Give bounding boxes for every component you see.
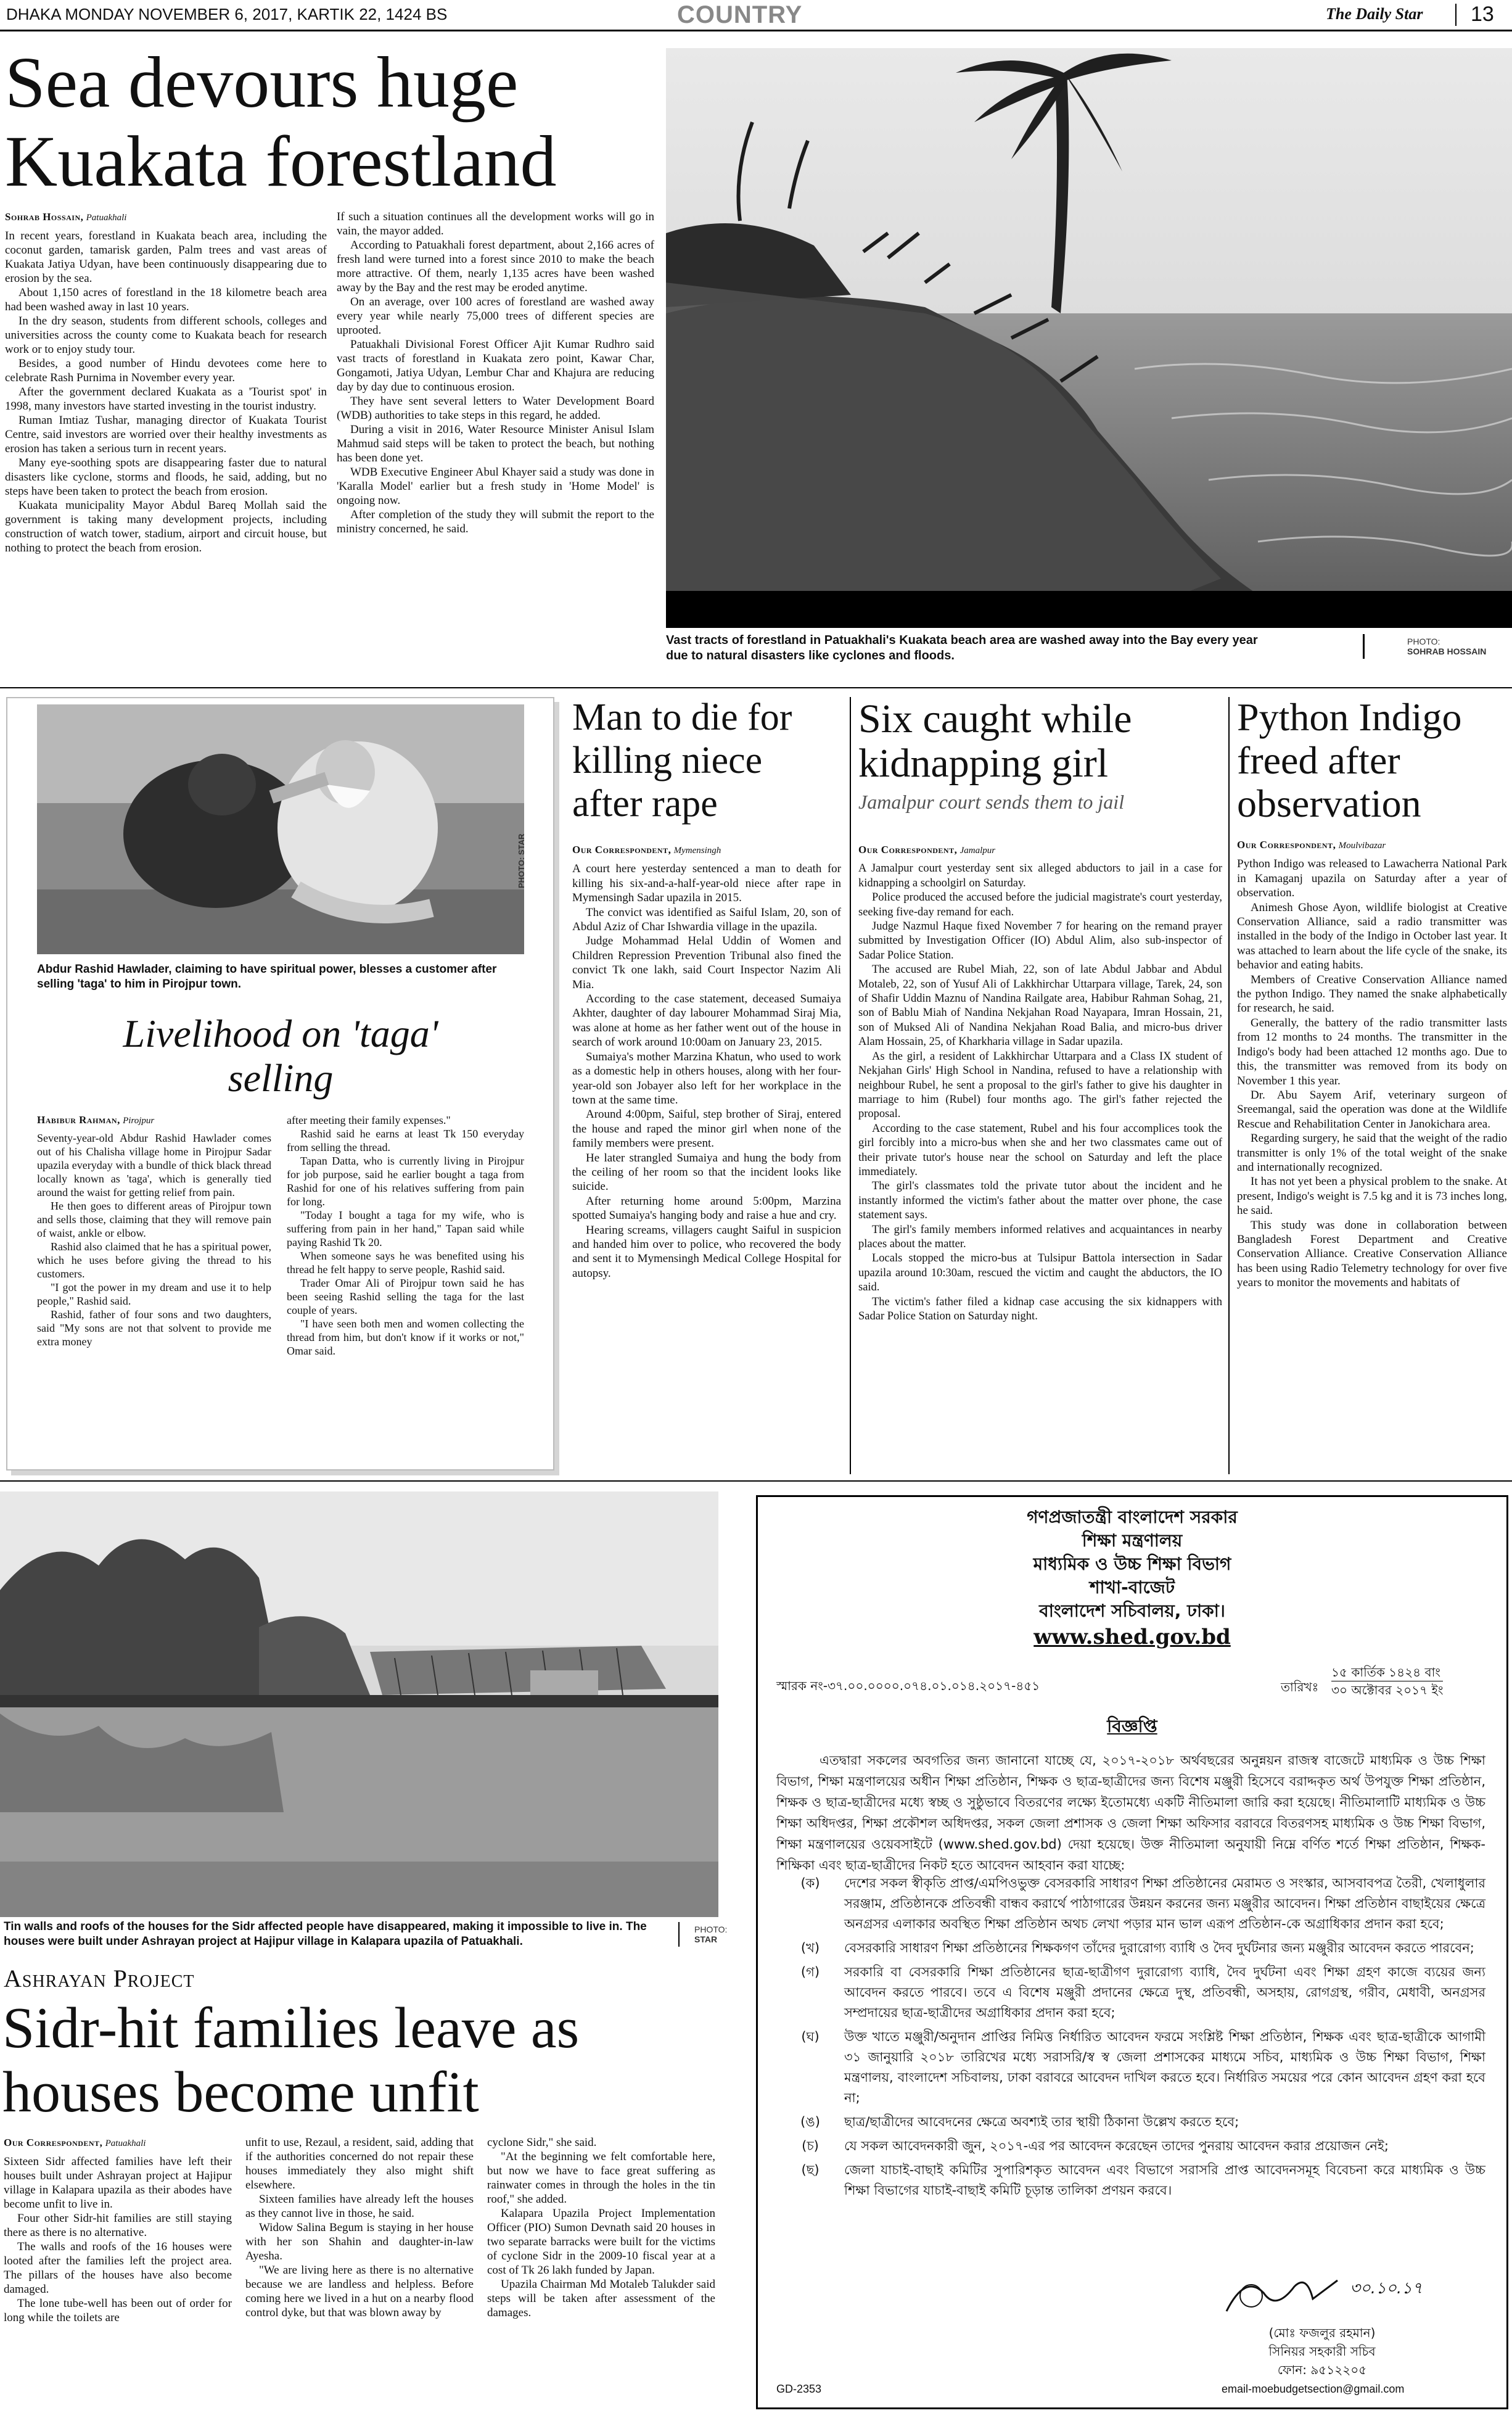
date-bangla: ১৫ কার্তিক ১৪২৪ বাং <box>1331 1664 1443 1681</box>
notice-item <box>776 1962 1485 2023</box>
paragraph: The convict was identified as Saiful Islam, 20, son of Abdul Aziz of Char Ishwardia village in the upazila. <box>572 905 841 934</box>
paragraph: Sumaiya's mother Marzina Khatun, who used to work as a domestic help in others houses, along with her four-year-old son Jobayer also left for her workplace in the town at the same time. <box>572 1050 841 1107</box>
notice-gd-code: GD-2353 <box>776 2383 822 2395</box>
story6-body <box>487 2135 715 2320</box>
credit-label: PHOTO: <box>694 1924 728 1934</box>
notice-sign-date: ৩০.১০.১৭ <box>1350 2279 1423 2298</box>
notice-item-key: (ক) <box>800 1876 820 1891</box>
paragraph: A Jamalpur court yesterday sent six alleged abductors to jail in a case for kidnapping a schoolgirl on Saturday. <box>858 862 1222 889</box>
paragraph: It has not yet been a physical problem to the snake. At present, Indigo's weight is 7.5 kg and it is 73 inches long, he said. <box>1237 1175 1507 1218</box>
paragraph: "Today I bought a taga for my wife, who is suffering from pain in her hand," Tapan said while paying Rashid Tk 20. <box>287 1209 524 1248</box>
notice-item-text: দেশের সকল স্বীকৃতি প্রাপ্ত/এমপিওভুক্ত বেসরকারি সাধারণ শিক্ষা প্রতিষ্ঠানের মেরামত ও সংস্কার, আসবাবপত্র তৈরী, খেলাধুলার সরঞ্জাম, প্রতিষ্ঠানকে প্রতিবন্ধী বান্ধব করার্থে পাঠাগারের উন্নয়ন করনের জন্য মঞ্জুরীর আবেদন। শিক্ষা প্রতিষ্ঠান বাছাইয়ের ক্ষেত্রে অনগ্রসর এলাকার অবস্থিত শিক্ষা প্রতিষ্ঠান অথচ লেখা পড়ার মান ভাল এরূপ প্রতিষ্ঠান-কে অগ্রাধিকার প্রদান করা হবে; <box>844 1876 1485 1931</box>
paragraph: As the girl, a resident of Lakkhirchar Uttarpara and a Class IX student of Nekjahan Girls' High School in Nandina, refused to have a relationship with neighbour Rubel, he sent a proposal to the girl's father to give his daughter in marriage to him (Rubel) four months ago. The girl's father rejected the proposal. <box>858 1050 1222 1121</box>
signatory-name: (মোঃ ফজলুর রহমান) <box>1268 2325 1376 2340</box>
story1-headline <box>5 43 659 201</box>
notice-item-key: (খ) <box>800 1941 820 1955</box>
paragraph: Ruman Imtiaz Tushar, managing director of Kuakata Tourist Centre, said investors are worried over their healthy investments as erosion has taken a serious turn in recent years. <box>5 414 327 455</box>
headline-line: Man to die for <box>572 696 792 738</box>
paragraph: On an average, over 100 acres of forestland are washed away every year while nearly 75,000 trees of different species are uprooted. <box>337 295 654 337</box>
paragraph: About 1,150 acres of forestland in the 18 kilometre beach area had been washed away in last 10 years. <box>5 286 327 313</box>
paragraph: This study was done in collaboration between Bangladesh Forest Department and Creative Conservation Alliance. Creative Conservation Alliance has been using Radio Telemetry technology for over five years to monitor the movements and habitats of <box>1237 1218 1507 1290</box>
story6-col2 <box>245 2135 474 2320</box>
story5-headline <box>1237 696 1508 825</box>
paragraph: In recent years, forestland in Kuakata beach area, including the coconut garden, tamarisk garden, Palm trees and vast areas of Kuakata Jatiya Udyan, have been continuously disappearing due to erosion by the sea. <box>5 229 327 285</box>
credit-divider <box>678 1922 680 1947</box>
headline-line: Sea devours huge <box>5 42 519 123</box>
notice-intro: এতদ্বারা সকলের অবগতির জন্য জানানো যাচ্ছে যে, ২০১৭-২০১৮ অর্থবছরের অনুন্নয়ন রাজস্ব বাজেটে মাধ্যমিক ও উচ্চ শিক্ষা বিভাগ, শিক্ষা মন্ত্রণালয়ের অধীন শিক্ষা প্রতিষ্ঠান, শিক্ষক ও ছাত্র-ছাত্রীদের জন্য বিশেষ মঞ্জুরী হিসেবে বরাদ্দকৃত অর্থ উপযুক্ত শিক্ষা প্রতিষ্ঠান, শিক্ষক ও ছাত্র-ছাত্রীদের মধ্যে স্বচ্ছ ও সুষ্ঠুভাবে বিতরণের লক্ষ্যে ইতোমধ্যে একটি নীতিমালা জারি করা হয়েছে। নীতিমালাটি মাধ্যমিক ও উচ্চ শিক্ষা অধিদপ্তর, শিক্ষা প্রকৌশল অধিদপ্তর, সকল জেলা প্রশাসক ও জেলা শিক্ষা অফিসার বরাবরে বিতরণসহ মাধ্যমিক ও উচ্চ শিক্ষা বিভাগ, শিক্ষা মন্ত্রণালয়ের ওয়েবসাইটে (www.shed.gov.bd) দেয়া হয়েছে। উক্ত নীতিমালা অনুযায়ী নিম্নে বর্ণিত শর্তে শিক্ষা প্রতিষ্ঠান, শিক্ষক-শিক্ষিকা এবং ছাত্র-ছাত্রীদের নিকট হতে আবেদন আহবান করা যাচ্ছে: <box>776 1753 1485 1873</box>
story6-body <box>4 2155 232 2325</box>
paragraph: The lone tube-well has been out of order for long while the toilets are <box>4 2297 232 2324</box>
story3-headline <box>572 696 850 825</box>
paragraph: "We are living here as there is no alternative because we are landless and helpless. Before coming here we lived in a hut on a nearby flood control dyke, but that was blown away by <box>245 2264 474 2319</box>
notice-item <box>776 1938 1485 1958</box>
notice-item-text: যে সকল আবেদনকারী জুন, ২০১৭-এর পর আবেদন করেছেন তাদের পুনরায় আবেদন করার প্রয়োজন নেই; <box>844 2139 1389 2153</box>
byline: Sohrab Hossain, Patuakhali <box>5 211 127 223</box>
headline-line: Kuakata forestland <box>5 121 557 202</box>
story6-col3 <box>487 2135 715 2320</box>
paragraph: Regarding surgery, he said that the weight of the radio transmitter is only 1% of the total weight of the snake and internationally recognized. <box>1237 1132 1507 1174</box>
paragraph: According to the case statement, deceased Sumaiya Akhter, daughter of day labourer Mohammad Siraj Mia, was alone at home as her father went out of the house in search of work around 10:00am on January 23, 2015. <box>572 992 841 1049</box>
headline-line: freed after <box>1237 738 1400 782</box>
headline-line: houses become unfit <box>2 2060 479 2124</box>
paragraph: WDB Executive Engineer Abul Khayer said a study was done in 'Karalla Model' earlier but a fresh study in 'Home Model' is ongoing now. <box>337 466 654 507</box>
notice-item-key: (গ) <box>800 1965 820 1979</box>
paragraph: Dr. Abu Sayem Arif, veterinary surgeon of Sreemangal, said the operation was done at the Wildlife Rescue and Rehabilitation Center in Janokichara area. <box>1237 1088 1507 1131</box>
column-divider <box>1228 697 1230 1474</box>
story2-col1 <box>37 1113 271 1348</box>
paragraph: Trader Omar Ali of Pirojpur town said he has been seeing Rashid selling the taga for the last couple of years. <box>287 1277 524 1316</box>
paragraph: Members of Creative Conservation Alliance named the python Indigo. They named the snake alphabetically for research, he said. <box>1237 973 1507 1015</box>
section-rule <box>0 1480 1512 1482</box>
byline: Our Correspondent, Jamalpur <box>858 844 996 856</box>
paragraph: Sixteen Sidr affected families have left their houses built under Ashrayan project at Hajipur village in Kalapara upazila as their abodes have become unfit to live in. <box>4 2155 232 2211</box>
story5-body-col <box>1237 838 1507 1290</box>
kuakata-beach-photo <box>666 48 1512 628</box>
story1-col1 <box>5 210 327 555</box>
notice-item <box>776 2136 1485 2156</box>
paragraph: "At the beginning we felt comfortable here, but now we have to face great suffering as rainwater comes in through the holes in the tin roof," she added. <box>487 2150 715 2206</box>
notice-item-text: জেলা যাচাই-বাছাই কমিটির সুপারিশকৃত আবেদন এবং বিভাগে সরাসরি প্রাপ্ত আবেদনসমূহ বিবেচনা করে মাধ্যমিক ও উচ্চ শিক্ষা বিভাগের যাচাই-বাছাই কমিটি চূড়ান্ত তালিকা প্রণয়ন করবে। <box>844 2163 1485 2198</box>
story1-col2 <box>337 210 654 536</box>
paragraph: Locals stopped the micro-bus at Tulsipur Battola intersection in Sadar upazila around 10:30am, rescued the victim and caught the abductors, the IO said. <box>858 1252 1222 1294</box>
paragraph: Rashid said he earns at least Tk 150 everyday from selling the thread. <box>287 1128 524 1153</box>
byline: Our Correspondent, Moulvibazar <box>1237 839 1386 851</box>
story2-headline <box>37 1012 524 1100</box>
paragraph: When someone says he was benefited using his thread he felt happy to serve people, Rashid said. <box>287 1250 524 1276</box>
story2-caption: Abdur Rashid Hawlader, claiming to have spiritual power, blesses a customer after selling 'taga' to him in Pirojpur town. <box>37 963 497 991</box>
paragraph: Besides, a good number of Hindu devotees come here to celebrate Rash Purnima in November every year. <box>5 357 327 384</box>
paper-name: The Daily Star <box>1326 5 1423 23</box>
paragraph: A court here yesterday sentenced a man to death for killing his six-and-a-half-year-old niece after rape in Mymensingh Sadar upazila in 2015. <box>572 862 841 905</box>
paragraph: Generally, the battery of the radio transmitter lasts from 12 months to 24 months. The transmitter in the Indigo's body had been attached 12 months ago. Due to this, the transmitter was removed from its body on November 1 this year. <box>1237 1016 1507 1087</box>
signatory-title: সিনিয়র সহকারী সচিব <box>1268 2344 1376 2359</box>
notice-item <box>776 1873 1485 1934</box>
government-notice <box>756 1495 1508 2409</box>
paragraph: During a visit in 2016, Water Resource Minister Anisul Islam Mahmud said steps will be taken to protect the beach, but nothing has been done yet. <box>337 423 654 464</box>
notice-item-text: বেসরকারি সাধারণ শিক্ষা প্রতিষ্ঠানের শিক্ষকগণ তাঁদের দুরারোগ্য ব্যাধি ও দৈব দুর্ঘটনার জন্য মঞ্জুরীর আবেদন করতে পারবেন; <box>844 1941 1474 1955</box>
dateline: DHAKA MONDAY NOVEMBER 6, 2017, KARTIK 22, 1424 BS <box>6 5 448 23</box>
notice-item-key: (ঙ) <box>800 2114 820 2129</box>
notice-date-label: তারিখঃ <box>1281 1680 1319 1694</box>
paragraph: after meeting their family expenses." <box>287 1114 451 1126</box>
story6-body <box>245 2135 474 2320</box>
notice-item-key: (চ) <box>802 2139 819 2153</box>
story1-photo-credit <box>1407 637 1486 656</box>
notice-website-link[interactable]: www.shed.gov.bd <box>1033 1625 1231 1649</box>
paragraph: He later strangled Sumaiya and hung the body from the ceiling of her room so that the incident looks like suicide. <box>572 1151 841 1194</box>
story6-caption: Tin walls and roofs of the houses for the Sidr affected people have disappeared, making it impossible to live in. The houses were built under Ashrayan project at Hajipur village in Kalapara upazila of Patuakhali. <box>4 1920 647 1948</box>
story4-body-col <box>858 843 1222 1324</box>
paragraph: Tapan Datta, who is currently living in Pirojpur for job purpose, said he earlier bought a taga from Rashid for one of his relatives suffering from pain for long. <box>287 1155 524 1208</box>
notice-item-text: সরকারি বা বেসরকারি শিক্ষা প্রতিষ্ঠানের ছাত্র-ছাত্রীগণ দুরারোগ্য ব্যাধি, দৈব দুর্ঘটনা এবং শিক্ষা গ্রহণ কাজে ব্যয়ের জন্য আবেদন করতে পারবে। তবে এ বিশেষ মঞ্জুরী প্রদানের ক্ষেত্রে দুস্থ, প্রতিবন্ধী, অসহায়, রোগগ্রস্থ, গরীব, মেধাবী, অনগ্রসর সম্প্রদায়ের ছাত্র-ছাত্রীদের অগ্রাধিকার প্রদান করা হবে; <box>844 1965 1485 2020</box>
paragraph: If such a situation continues all the development works will go in vain, the mayor added. <box>337 210 654 237</box>
story1-caption: Vast tracts of forestland in Patuakhali's Kuakata beach area are washed away into the Bay every year due to natural disasters like cyclones and floods. <box>666 633 1258 662</box>
story4-body <box>858 862 1222 1324</box>
paragraph: After the government declared Kuakata as a 'Tourist spot' in 1998, many investors have started investing in the tourist industry. <box>5 386 327 413</box>
notice-line: শাখা-বাজেট <box>1089 1577 1175 1598</box>
page-number: 13 <box>1471 2 1494 26</box>
paragraph: The girl's classmates told the private tutor about the incident and he instantly informed the victim's father about the matter over phone, the case statement says. <box>858 1180 1222 1222</box>
paragraph: Sixteen families have already left the houses as they cannot live in those, he said. <box>245 2193 474 2220</box>
paragraph: Rashid also claimed that he has a spiritual power, which he uses before giving the thread to his customers. <box>37 1240 271 1280</box>
story2-col2 <box>287 1113 524 1358</box>
notice-line: শিক্ষা মন্ত্রণালয় <box>1082 1530 1183 1551</box>
paragraph: Upazila Chairman Md Motaleb Talukder said steps will be taken after assessment of the damages. <box>487 2278 715 2319</box>
section-rule <box>0 687 1512 688</box>
paragraph: Python Indigo was released to Lawacherra National Park in Kamaganj upazila on Saturday after a year of observation. <box>1237 857 1507 900</box>
paragraph: Hearing screams, villagers caught Saiful in suspicion and handed him over to police, who recovered the body and sent it to Mymensingh Medical College Hospital for autopsy. <box>572 1223 841 1280</box>
section-label: COUNTRY <box>677 1 803 28</box>
story1-body <box>337 210 654 536</box>
notice-title: বিজ্ঞপ্তি <box>1107 1716 1157 1736</box>
paragraph: Police produced the accused before the judicial magistrate's court yesterday, seeking five-day remand for each. <box>858 891 1222 918</box>
spiritual-healer-image <box>37 704 524 954</box>
paragraph: The accused are Rubel Miah, 22, son of late Abdul Jabbar and Abdul Motaleb, 22, son of Yusuf Ali of Lakkhirchar Uttarpara village, Tarek, 24, son of Shafir Uddin Maznu of Nandina Railgate area, Habibur Rahman Sohag, 21, son of Bablu Miah of Nandina Nekjahan Road Nayapara, Imran Hossain, 21, son of Muksed Ali of Nandina Nekjahan Road Balia, and micro-bus driver Alam Hossain, 25, of Kharkharia village in Sadar upazila. <box>858 963 1222 1049</box>
notice-date <box>1331 1664 1443 1699</box>
story2-photo-credit: PHOTO: STAR <box>517 833 526 888</box>
headline-line: Python Indigo <box>1237 695 1462 739</box>
byline: Our Correspondent, Mymensingh <box>572 844 721 856</box>
credit-divider <box>1363 634 1365 659</box>
column-divider <box>850 697 851 1474</box>
notice-line: গণপ্রজাতন্ত্রী বাংলাদেশ সরকার <box>1027 1507 1238 1527</box>
paragraph: cyclone Sidr," she said. <box>487 2136 597 2149</box>
notice-line: বাংলাদেশ সচিবালয়, ঢাকা। <box>1039 1601 1225 1621</box>
paragraph: Patuakhali Divisional Forest Officer Ajit Kumar Rudhro said vast tracts of forestland in Kuakata zero point, Kawar Char, Gongamoti, Jatiya Udyan, Lembur Char and Khajura are reducing day by day due to continuous erosion. <box>337 338 654 394</box>
date-english: ৩০ অক্টোবর ২০১৭ ইং <box>1331 1683 1444 1697</box>
headline-line: after rape <box>572 783 718 825</box>
paragraph: Four other Sidr-hit families are still staying there as there is no alternative. <box>4 2212 232 2239</box>
story1-body <box>5 229 327 555</box>
paragraph: "I got the power in my dream and use it to help people," Rashid said. <box>37 1281 271 1307</box>
paragraph: They have sent several letters to Water Development Board (WDB) authorities to take steps in this regard, he added. <box>337 395 654 422</box>
taga-photo <box>37 704 524 954</box>
headline-line: kidnapping girl <box>858 741 1109 786</box>
paragraph: Judge Mohammad Helal Uddin of Women and Children Repression Prevention Tribunal also fined the convict Tk one lakh, said Court Inspector Nazim Ali Mia. <box>572 934 841 991</box>
abandoned-houses-image <box>0 1491 718 1917</box>
paragraph: Widow Salina Begum is staying in her house with her son Shahin and daughter-in-law Ayesha. <box>245 2221 474 2262</box>
notice-email[interactable]: email-moebudgetsection@gmail.com <box>1222 2383 1405 2395</box>
signatory-phone: ফোন: ৯৫১২২০৫ <box>1277 2362 1367 2377</box>
story6-col1 <box>4 2135 232 2325</box>
story3-body <box>572 862 841 1281</box>
notice-item-text: ছাত্র/ছাত্রীদের আবেদনের ক্ষেত্রে অবশ্যই তার স্থায়ী ঠিকানা উল্লেখ করতে হবে; <box>844 2114 1239 2129</box>
notice-memo: স্মারক নং-৩৭.০০.০০০০.০৭৪.০১.০১৪.২০১৭-৪৫১ <box>776 1678 1040 1693</box>
story6-kicker: Ashrayan Project <box>4 1965 195 1992</box>
headline-line: selling <box>228 1056 334 1100</box>
story6-photo-credit <box>694 1924 727 1944</box>
paragraph: According to the case statement, Rubel and his four accomplices took the girl forcibly into a micro-bus when she and her two classmates came out of their private tutor's house near the school on Saturday and left the place immediately. <box>858 1122 1222 1178</box>
notice-item-text: উক্ত খাতে মঞ্জুরী/অনুদান প্রাপ্তির নিমিত্ত নির্ধারিত আবেদন ফরমে সংশ্লিষ্ট শিক্ষা প্রতিষ্ঠান, শিক্ষক এবং ছাত্র-ছাত্রীকে আগামী ৩১ জানুয়ারি ২০১৮ তারিখের মধ্যে সরাসরি/স্ব স্ব জেলা প্রশাসকের মাধ্যমে সচিব, মাধ্যমিক ও উচ্চ শিক্ষা বিভাগ, শিক্ষা মন্ত্রণালয়, বাংলাদেশ সচিবালয়, ঢাকা বরাবরে আবেদন দাখিল করতে হবে। নির্ধারিত সময়ের পরে কোন আবেদন গ্রহণ করা হবে না; <box>844 2029 1485 2105</box>
paragraph: After returning home around 5:00pm, Marzina spotted Sumaiya's hanging body and raise a hue and cry. <box>572 1194 841 1223</box>
paragraph: He then goes to different areas of Pirojpur town and sells those, claiming that they will remove pain of waist, ankle or elbow. <box>37 1200 271 1239</box>
story6-headline <box>2 1996 724 2124</box>
notice-items <box>776 1873 1485 2205</box>
byline: Our Correspondent, Patuakhali <box>4 2137 146 2148</box>
headline-line: Six caught while <box>858 696 1132 741</box>
paragraph: Seventy-year-old Abdur Rashid Hawlader comes out of his Chalisha village home in Pirojpur Sadar upazila everyday with a bundle of thick black thread locally known as 'taga', which is generally tied around the waist for getting relief from pain. <box>37 1132 271 1198</box>
paragraph: "I have seen both men and women collecting the thread from him, but don't know if it works or not," Omar said. <box>287 1318 524 1357</box>
paragraph: unfit to use, Rezaul, a resident, said, adding that if the authorities concerned do not repair these houses immediately they also might shift elsewhere. <box>245 2136 474 2192</box>
credit-name: SOHRAB HOSSAIN <box>1407 646 1487 656</box>
top-rule <box>0 30 1512 31</box>
headline-line: observation <box>1237 782 1421 825</box>
divider <box>1455 4 1457 26</box>
notice-item-key: (ঘ) <box>801 2029 820 2044</box>
paragraph: The walls and roofs of the 16 houses were looted after the families left the project area. The pillars of the houses have also become damaged. <box>4 2240 232 2296</box>
beach-erosion-image <box>666 48 1512 628</box>
masthead <box>0 0 1512 32</box>
paragraph: Kalapara Upazila Project Implementation Officer (PIO) Sumon Devnath said 20 houses in two separate barracks were built for the victims of cyclone Sidr in the 2009-10 fiscal year at a cost of Tk 26 lakh funded by Japan. <box>487 2207 715 2277</box>
story4-subhead: Jamalpur court sends them to jail <box>858 791 1125 813</box>
paragraph: The girl's family members informed relatives and acquaintances in nearby places about the matter. <box>858 1223 1222 1250</box>
paragraph: Kuakata municipality Mayor Abdul Bareq Mollah said the government is taking many development projects, including construction of watch tower, stadium, airport and circuit house, but nothing to protect the beach from erosion. <box>5 499 327 555</box>
byline: Habibur Rahman, Pirojpur <box>37 1114 155 1126</box>
paragraph: In the dry season, students from different schools, colleges and universities across the county come to Kuakata beach for research work or to enjoy study tour. <box>5 315 327 356</box>
story2-body <box>287 1113 524 1358</box>
notice-item <box>776 2027 1485 2108</box>
notice-signatory <box>1189 2324 1455 2379</box>
paragraph: Judge Nazmul Haque fixed November 7 for hearing on the remand prayer submitted by Investigation Officer (IO) Abdul Alim, also sub-inspector of Sadar Police Station. <box>858 920 1222 962</box>
notice-item-key: (ছ) <box>801 2163 820 2177</box>
paragraph: Around 4:00pm, Saiful, step brother of Siraj, entered the house and raped the minor girl when none of the family members were present. <box>572 1108 841 1150</box>
signature <box>1214 2268 1350 2324</box>
notice-line: মাধ্যমিক ও উচ্চ শিক্ষা বিভাগ <box>1033 1554 1231 1574</box>
headline-line: killing niece <box>572 740 763 782</box>
credit-label: PHOTO: <box>1407 637 1440 646</box>
paragraph: After completion of the study they will submit the report to the ministry concerned, he said. <box>337 508 654 535</box>
story2-body <box>37 1131 271 1348</box>
paragraph: Animesh Ghose Ayon, wildlife biologist at Creative Conservation Alliance, said a radio transmitter was installed in the body of the Indigo in October last year. It was attached to learn about the life cycle of the snake, its behavior and eating habits. <box>1237 901 1507 972</box>
notice-item <box>776 2160 1485 2201</box>
story3-body-col <box>572 843 841 1281</box>
credit-name: STAR <box>694 1934 718 1944</box>
sidr-houses-photo <box>0 1491 718 1917</box>
headline-line: Sidr-hit families leave as <box>2 1996 580 2060</box>
paragraph: According to Patuakhali forest department, about 2,166 acres of fresh land were turned into a forest since 2010 to make the beach more attractive. Of them, nearly 1,135 acres have been washed away by the Bay and the rest may be eroded anytime. <box>337 239 654 294</box>
story5-body <box>1237 857 1507 1290</box>
paragraph: Rashid, father of four sons and two daughters, said "My sons are not that solvent to provide me extra money <box>37 1308 271 1348</box>
headline-line: Livelihood on 'taga' <box>123 1012 438 1055</box>
notice-item <box>776 2112 1485 2132</box>
story4-headline <box>858 697 1228 786</box>
paragraph: Many eye-soothing spots are disappearing faster due to natural disasters like cyclone, storms and floods, he said, adding, but no steps have been taken to protect the beach from erosion. <box>5 456 327 498</box>
notice-header <box>758 1506 1506 1649</box>
paragraph: The victim's father filed a kidnap case accusing the six kidnappers with Sadar Police Station on Saturday night. <box>858 1295 1222 1322</box>
